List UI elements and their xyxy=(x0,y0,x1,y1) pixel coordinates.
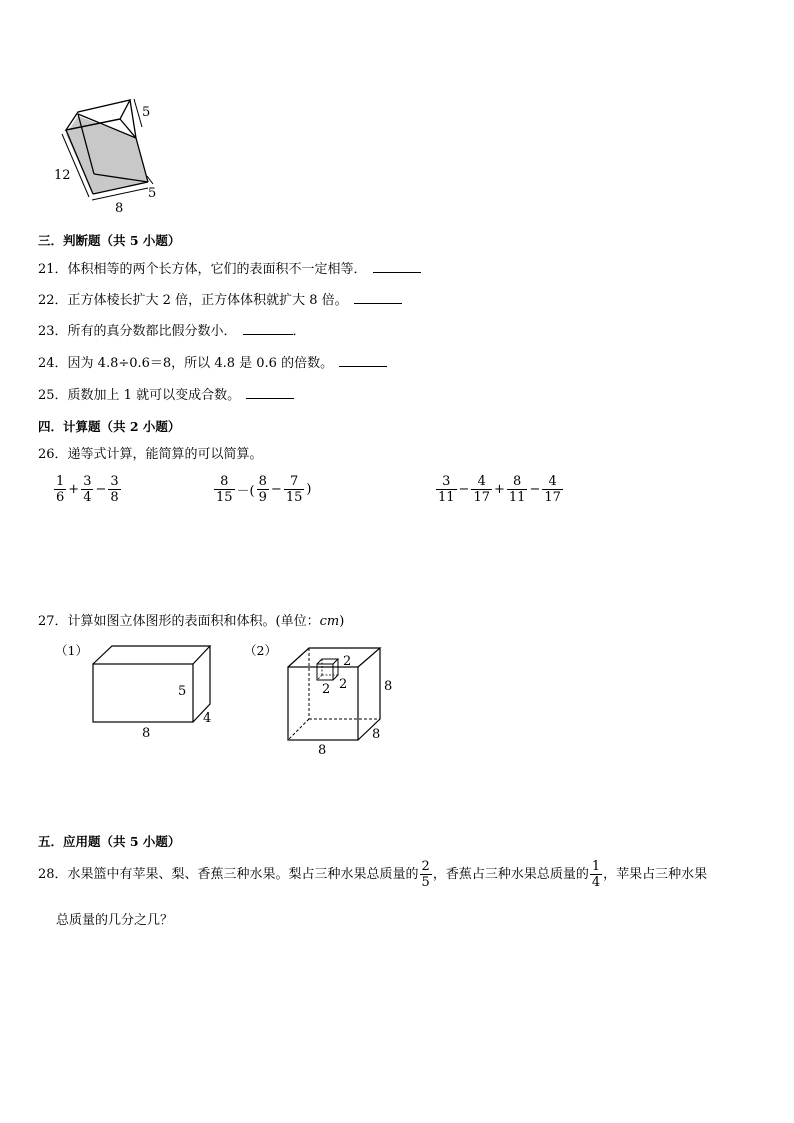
fraction: $\frac{8}{9}$ xyxy=(258,474,267,505)
question-24-text: 24．因为 4.8÷0.6＝8，所以 4.8 是 0.6 的倍数。 xyxy=(38,356,334,371)
section-calculation-heading: 四．计算题（共 2 小题） xyxy=(38,419,181,434)
section-judgment-heading: 三．判断题（共 5 小题） xyxy=(38,233,181,248)
expression-1: $\frac{1}{6}$ + $\frac{3}{4}$ − $\frac{3}{8}$ xyxy=(56,474,119,505)
cube-with-small-cube-figure xyxy=(285,642,400,760)
label-top: 5 xyxy=(142,105,151,120)
answer-blank-24[interactable] xyxy=(339,354,387,367)
label-length: 8 xyxy=(142,726,151,741)
fraction: $\frac{3}{4}$ xyxy=(83,474,92,505)
fraction: $\frac{3}{11}$ xyxy=(438,474,455,505)
question-21 xyxy=(38,260,421,279)
question-28 xyxy=(38,858,707,892)
fraction-pear: $\frac{2}{5}$ xyxy=(421,859,430,890)
question-22 xyxy=(38,291,402,310)
question-28-text-a: 28．水果篮中有苹果、梨、香蕉三种水果。梨占三种水果总质量的 xyxy=(38,867,419,882)
question-22-text: 22．正方体棱长扩大 2 倍，正方体体积就扩大 8 倍。 xyxy=(38,293,348,308)
label-right: 5 xyxy=(148,186,157,201)
label-height: 5 xyxy=(178,684,187,699)
figure-1-tag: （1） xyxy=(55,643,88,658)
expression-3: $\frac{3}{11}$ − $\frac{4}{17}$ + $\frac{8}{11}$ − $\frac{4}{17}$ xyxy=(438,474,561,505)
label-left: 12 xyxy=(54,168,71,183)
question-24 xyxy=(38,354,387,373)
expression-2: $\frac{8}{15}$ －( $\frac{8}{9}$ − $\frac{7}{15}$ ) xyxy=(216,474,312,505)
fraction: $\frac{4}{17}$ xyxy=(544,474,561,505)
question-23-text: 23．所有的真分数都比假分数小． xyxy=(38,324,237,339)
label-bottom: 8 xyxy=(115,201,124,214)
cuboid-figure-1 xyxy=(90,642,225,742)
section-application-heading: 五．应用题（共 5 小题） xyxy=(38,834,181,849)
small-label-right: 2 xyxy=(339,677,348,692)
question-28-text-c: ，苹果占三种水果 xyxy=(603,867,708,882)
question-26-text: 26．递等式计算，能简算的可以简算。 xyxy=(38,447,263,462)
question-27 xyxy=(38,613,344,631)
question-23 xyxy=(38,322,306,341)
answer-blank-21[interactable] xyxy=(373,260,421,273)
fraction: $\frac{8}{15}$ xyxy=(216,474,233,505)
question-28-text-d: 总质量的几分之几？ xyxy=(56,913,174,928)
fraction: $\frac{7}{15}$ xyxy=(285,474,303,505)
answer-blank-25[interactable] xyxy=(246,386,294,399)
fraction: $\frac{4}{17}$ xyxy=(473,474,490,505)
fraction: $\frac{8}{11}$ xyxy=(508,474,526,505)
label-length: 8 xyxy=(318,743,327,758)
question-27-text: 27．计算如图立体图形的表面积和体积。(单位： xyxy=(38,614,320,629)
label-depth: 4 xyxy=(203,711,212,726)
fraction: $\frac{3}{8}$ xyxy=(110,474,119,505)
fraction-banana: $\frac{1}{4}$ xyxy=(591,859,601,890)
fraction: $\frac{1}{6}$ xyxy=(56,474,65,505)
small-label-top: 2 xyxy=(343,654,352,669)
unit-text: cm xyxy=(319,614,340,629)
label-depth: 8 xyxy=(372,727,381,742)
question-28-text-b: ，香蕉占三种水果总质量的 xyxy=(432,867,589,882)
question-21-text: 21．体积相等的两个长方体，它们的表面积不一定相等． xyxy=(38,262,367,277)
answer-blank-23[interactable] xyxy=(243,322,293,335)
question-25-text: 25．质数加上 1 就可以变成合数。 xyxy=(38,388,241,403)
answer-blank-22[interactable] xyxy=(354,291,402,304)
cuboid-cross-section-figure xyxy=(50,92,165,214)
question-23-end: ． xyxy=(292,324,306,339)
figure-2-tag: （2） xyxy=(244,643,277,658)
question-25 xyxy=(38,386,294,405)
question-27-end: ) xyxy=(339,614,345,629)
small-label-bottom: 2 xyxy=(322,682,331,697)
label-height: 8 xyxy=(384,679,393,694)
